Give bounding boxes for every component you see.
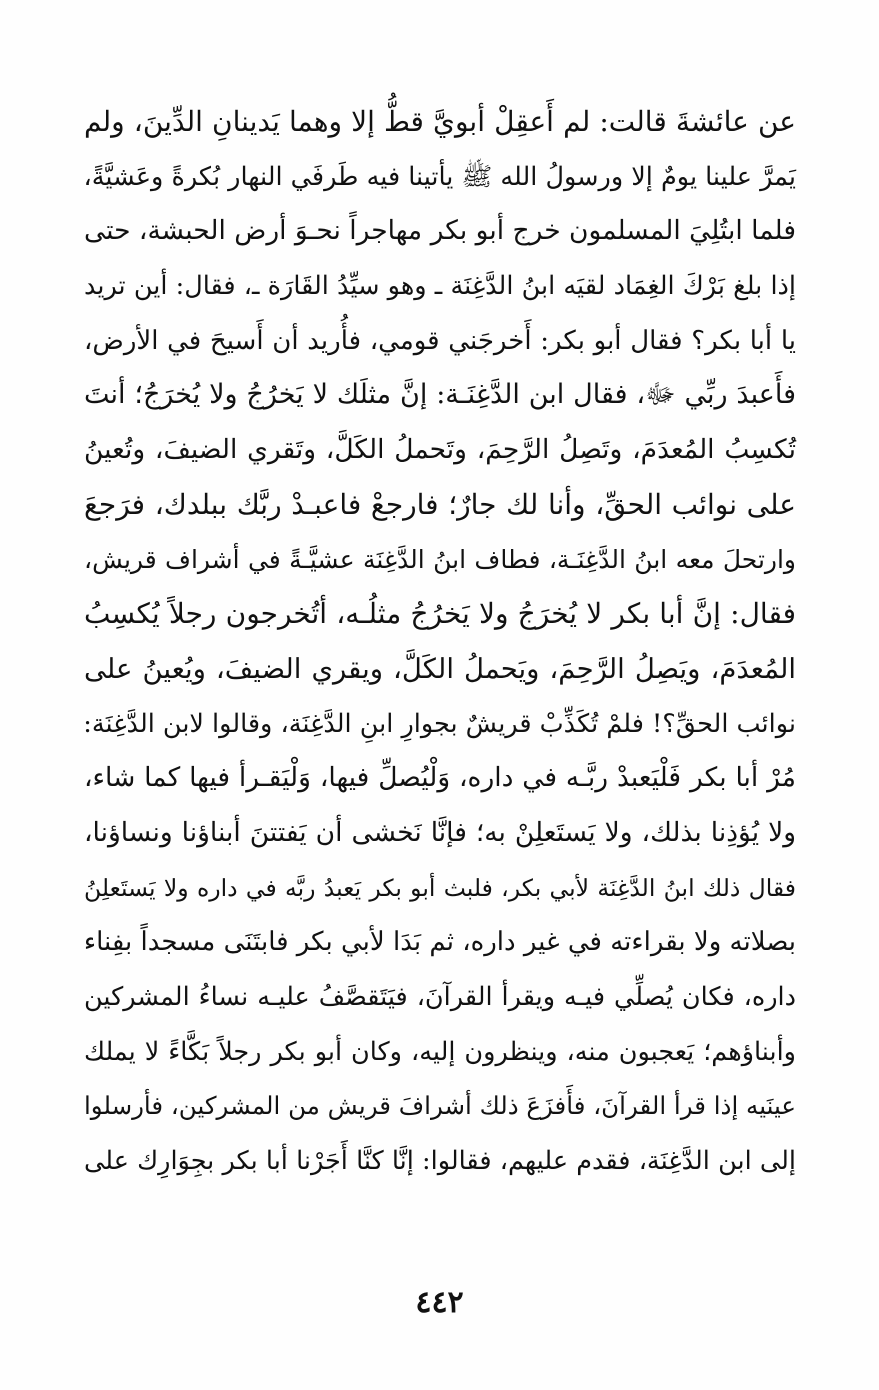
text-line-2: يَمرَّ علينا يومٌ إلا ورسولُ الله ﷺ يأتينا فيه طَرفَي النهار بُكرةً وعَشيَّةً، bbox=[83, 161, 796, 192]
text-line-18: وأبناؤهم؛ يَعجبون منه، وينظرون إليه، وكان أبو بكر رجلاً بَكَّاءً لا يملك bbox=[84, 1036, 796, 1067]
text-line-1: عن عائشةَ قالت: لم أَعقِلْ أبويَّ قطُّ إلا وهما يَدينانِ الدِّينَ، ولم bbox=[84, 105, 796, 138]
text-line-13: مُرْ أبا بكر فَلْيَعبدْ ربَّـه في داره، وَلْيُصلِّ فيها، وَلْيَقـرأ فيها كما شاء، bbox=[84, 762, 796, 794]
body-text bbox=[84, 95, 796, 1189]
text-line-12: نوائب الحقِّ؟! فلمْ تُكَذِّبْ قريشٌ بجوارِ ابنِ الدَّغِنَة، وقالوا لابن الدَّغِنَة: bbox=[83, 708, 796, 739]
text-line-11: المُعدَمَ، ويَصِلُ الرَّحِمَ، ويَحملُ الكَلَّ، ويقري الضيفَ، ويُعينُ على bbox=[84, 652, 796, 685]
text-line-17: داره، فكان يُصلِّي فيـه ويقرأ القرآنَ، فيَتَقصَّفُ عليـه نساءُ المشركين bbox=[84, 982, 796, 1012]
text-line-20: إلى ابن الدَّغِنَة، فقدم عليهم، فقالوا: إنَّا كنَّا أَجَرْنا أبا بكر بجِوَارِك على bbox=[84, 1146, 796, 1177]
text-line-14: ولا يُؤذِنا بذلك، ولا يَستَعلِنْ به؛ فإنَّا نَخشى أن يَفتتنَ أبناؤنا ونساؤنا، bbox=[84, 816, 796, 848]
text-line-6: فأَعبدَ ربِّي ﷻ، فقال ابن الدَّغِنَـة: إنَّ مثلَك لا يَخرُجُ ولا يُخرَجُ؛ أنتَ bbox=[84, 379, 796, 411]
text-line-16: بصلاته ولا بقراءته في غير داره، ثم بَدَا لأبي بكر فابتَنَى مسجداً بفِناء bbox=[83, 927, 796, 958]
text-line-5: يا أبا بكر؟ فقال أبو بكر: أَخرجَني قومي، فأُريد أن أَسيحَ في الأرض، bbox=[84, 325, 796, 356]
text-line-10: فقال: إنَّ أبا بكر لا يُخرَجُ ولا يَخرُجُ مثلُـه، أتُخرجون رجلاً يُكسِبُ bbox=[84, 597, 796, 631]
page-number: ٤٤٢ bbox=[415, 1285, 464, 1320]
text-line-9: وارتحلَ معه ابنُ الدَّغِنَـة، فطاف ابنُ الدَّغِنَة عشيَّـةً في أشراف قريش، bbox=[84, 544, 796, 574]
text-line-3: فلما ابتُلِيَ المسلمون خرج أبو بكر مهاجراً نحـوَ أرض الحبشة، حتى bbox=[84, 215, 796, 247]
text-line-7: تُكسِبُ المُعدَمَ، وتَصِلُ الرَّحِمَ، وتَحملُ الكَلَّ، وتَقري الضيفَ، وتُعينُ bbox=[84, 434, 796, 466]
text-line-4: إذا بلغ بَرْكَ الغِمَاد لقيَه ابنُ الدَّغِنَة ـ وهو سيِّدُ القَارَة ـ، فقال: أين تريد bbox=[84, 271, 796, 302]
text-line-8: على نوائب الحقِّ، وأنا لك جارٌ؛ فارجعْ فاعبـدْ ربَّك ببلدك، فرَجعَ bbox=[84, 487, 796, 521]
text-line-19: عينَيه إذا قرأ القرآنَ، فأَفزَعَ ذلك أشرافَ قريش من المشركين، فأرسلوا bbox=[84, 1091, 796, 1121]
text-line-15: فقال ذلك ابنُ الدَّغِنَة لأبي بكر، فلبث أبو بكر يَعبدُ ربَّه في داره ولا يَستَعلِنُ bbox=[84, 873, 796, 902]
